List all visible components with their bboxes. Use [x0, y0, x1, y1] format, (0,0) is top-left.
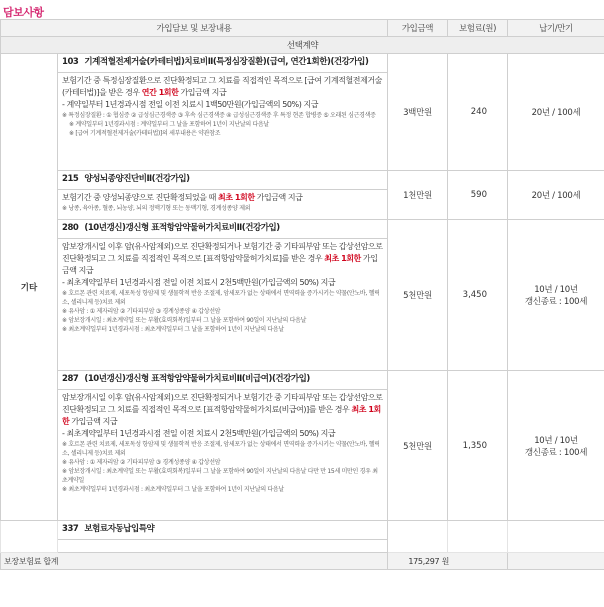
coverage-code: 287 — [62, 374, 79, 384]
total-premium: 175,297 원 — [388, 553, 508, 570]
coverage-item — [58, 54, 388, 171]
page-title: 담보사항 — [3, 6, 44, 19]
premium-cell: 1,350 — [448, 371, 508, 521]
note: ※ [급여 기계적혈전제거술(카테터법)]의 세부내용은 약관참조 — [69, 130, 221, 137]
premium-cell: 590 — [448, 171, 508, 220]
description-condition: - 계약일부터 1년경과시점 전일 이전 치료시 1백50만원(가입금액의 50%) 지급 — [62, 100, 319, 109]
amount-cell: 5천만원 — [388, 220, 448, 371]
description-text: 보험기간 중 특정심장질환으로 진단확정되고 그 치료를 직접적인 목적으로 [급여 기계적혈전제거술(카테터법)]을 받은 경우 — [62, 76, 382, 97]
premium-cell-empty — [448, 521, 508, 553]
coverage-row — [1, 521, 604, 553]
note: ※ 계약일부터 1년경과시점 : 계약일부터 그 날을 포함하여 1년이 지난날의 다음날 — [69, 121, 269, 128]
header-premium: 보험료(원) — [448, 20, 508, 37]
limit-highlight: 연간 1회한 — [141, 88, 179, 97]
limit-highlight: 최초 1회한 — [324, 254, 361, 263]
coverage-code: 337 — [62, 524, 79, 534]
note: ※ 유사암 : ① 제자리암 ② 기타피부암 ③ 경계성종양 ④ 갑상선암 — [62, 459, 221, 466]
coverage-description — [58, 190, 387, 215]
coverage-description — [58, 73, 387, 140]
coverage-title — [58, 521, 387, 540]
period-cell: 20년 / 100세 — [508, 171, 604, 220]
amount-cell: 5천만원 — [388, 371, 448, 521]
note: ※ 암보장개시일 : 최초계약일 또는 부활(효력회복)일부터 그 날을 포함하여 90일이 지난날의 다음날 — [62, 317, 307, 324]
header-amount: 가입금액 — [388, 20, 448, 37]
limit-highlight: 최초 1회한 — [62, 405, 381, 426]
coverage-name: (10년갱신)갱신형 표적항암약물허가치료비Ⅱ(건강가입) — [84, 223, 280, 233]
coverage-item — [58, 521, 388, 553]
total-label: 보장보험료 합계 — [1, 553, 388, 570]
description-text-end: 가입금액 지급 — [69, 417, 118, 426]
coverage-code: 215 — [62, 174, 79, 184]
section-row — [1, 37, 604, 54]
header-period: 납기/만기 — [508, 20, 604, 37]
coverage-item — [58, 371, 388, 521]
note: ※ 암보장개시일 : 최초계약일 또는 부활(효력회복)일부터 그 날을 포함하여 90일이 지난날의 다음날 다만 만 15세 미만인 경우 최초계약일 — [62, 468, 378, 484]
description-condition: - 최초계약일부터 1년경과시점 전일 이전 치료시 2천5백만원(가입금액의 50%) 지급 — [62, 429, 336, 438]
section-label: 선택계약 — [1, 37, 604, 54]
description-text-end: 가입금액 지급 — [254, 193, 303, 202]
total-empty-cell — [508, 553, 604, 570]
period-cell — [508, 220, 604, 371]
coverage-item — [58, 171, 388, 220]
header-coverage: 가입담보 및 보장내용 — [1, 20, 388, 37]
total-row — [1, 553, 604, 570]
coverage-title — [58, 171, 387, 190]
coverage-name: 보험료자동납입특약 — [84, 524, 155, 534]
note: ※ 낭종, 육아종, 혈종, 뇌농양, 뇌의 정맥기형 또는 동맥기형, 경계성종양 제외 — [62, 205, 251, 212]
note: ※ 호르몬 관련 치료제, 세포독성 항암제 및 생물학적 반응 조절제, 암세포가 없는 상태에서 면역력을 증가시키는 약물(안노바, 헬릭소, 셀리니제 등)치료 제외 — [62, 441, 380, 457]
amount-cell-empty — [388, 521, 448, 553]
renewal-end: 갱신종료 : 100세 — [524, 447, 588, 458]
coverage-name: (10년갱신)갱신형 표적항암약물허가치료비Ⅱ(비급여)(건강가입) — [84, 374, 310, 384]
premium-cell: 240 — [448, 54, 508, 171]
coverage-item — [58, 220, 388, 371]
description-condition: - 최초계약일부터 1년경과시점 전일 이전 치료시 2천5백만원(가입금액의 50%) 지급 — [62, 278, 336, 287]
category-label: 기타 — [1, 54, 58, 521]
coverage-table — [0, 19, 604, 570]
coverage-title — [58, 54, 387, 73]
period-cell-empty — [508, 521, 604, 553]
description-text: 보험기간 중 양성뇌종양으로 진단확정되었을 때 — [62, 193, 219, 202]
premium-cell: 3,450 — [448, 220, 508, 371]
table-header-row — [1, 20, 604, 37]
note: ※ 최초계약일부터 1년경과시점 : 최초계약일부터 그 날을 포함하여 1년이 지난날의 다음날 — [62, 486, 284, 493]
period-cell: 20년 / 100세 — [508, 54, 604, 171]
amount-cell: 1천만원 — [388, 171, 448, 220]
description-text-end: 가입금액 지급 — [62, 254, 378, 275]
limit-highlight: 최초 1회한 — [218, 193, 255, 202]
coverage-row — [1, 220, 604, 371]
period-term: 10년 / 10년 — [534, 285, 578, 295]
coverage-row — [1, 54, 604, 171]
note: ※ 유사암 : ① 제자리암 ② 기타피부암 ③ 경계성종양 ④ 갑상선암 — [62, 308, 221, 315]
coverage-code: 280 — [62, 223, 79, 233]
category-cell-empty — [1, 521, 58, 553]
amount-cell: 3백만원 — [388, 54, 448, 171]
coverage-description — [58, 390, 387, 496]
coverage-name: 양성뇌종양진단비Ⅱ(건강가입) — [84, 174, 190, 184]
coverage-name: 기계적혈전제거술(카테터법)치료비Ⅱ(특정심장질환)(급여, 연간1회한)(건강가입) — [84, 57, 369, 67]
renewal-end: 갱신종료 : 100세 — [524, 297, 588, 307]
coverage-description — [58, 239, 387, 336]
note: ※ 최초계약일부터 1년경과시점 : 최초계약일부터 그 날을 포함하여 1년이 지난날의 다음날 — [62, 326, 284, 333]
description-text: 암보장개시일 이후 암(유사암제외)으로 진단확정되거나 보험기간 중 기타피부암 또는 갑상선암으로 진단확정되고 그 치료를 직접적인 목적으로 [표적항암약물허가치료(비급여)]를 받은 경우 — [62, 393, 383, 414]
coverage-row — [1, 171, 604, 220]
note: ※ 특정심장질환 : ① 협심증 ② 급성심근경색증 ③ 후속 심근경색증 ④ 급성심근경색증 후 특정 현존 합병증 ⑤ 오래된 심근경색증 — [62, 112, 376, 119]
note: ※ 호르몬 관련 치료제, 세포독성 항암제 및 생물학적 반응 조절제, 암세포가 없는 상태에서 면역력을 증가시키는 약물(안노바, 헬릭소, 셀리니제 등)치료 제외 — [62, 290, 380, 306]
period-cell — [508, 371, 604, 521]
description-text: 암보장개시일 이후 암(유사암제외)으로 진단확정되거나 보험기간 중 기타피부암 또는 갑상선암으로 진단확정되고 그 치료를 직접적인 목적으로 [표적항암약물허가치료]를 받은 경우 — [62, 242, 383, 263]
description-text-end: 가입금액 지급 — [178, 88, 227, 97]
coverage-row — [1, 371, 604, 521]
coverage-code: 103 — [62, 57, 79, 67]
coverage-title — [58, 371, 387, 390]
period-term: 10년 / 10년 — [534, 435, 578, 446]
coverage-title — [58, 220, 387, 239]
